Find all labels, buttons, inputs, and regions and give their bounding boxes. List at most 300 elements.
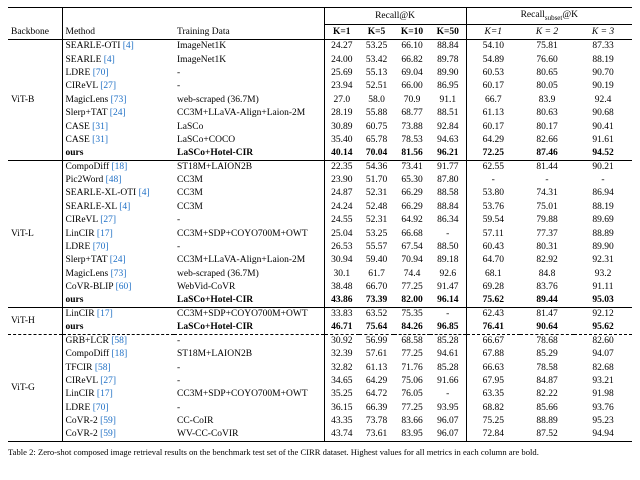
metric-value: 62.55 (466, 160, 520, 173)
metric-value: 75.25 (482, 416, 504, 427)
method-name: SEARLE-OTI (65, 41, 121, 52)
training-data-cell: web-scraped (36.7M) (174, 267, 324, 280)
method-cell (62, 388, 174, 401)
metric-value: 77.37 (536, 228, 558, 239)
citation-link[interactable]: [70] (90, 242, 109, 253)
method-name: LinCIR (65, 389, 95, 400)
col-header-subset-k3: K = 3 (574, 25, 632, 40)
training-data-cell: - (174, 334, 324, 347)
table-row (8, 347, 632, 360)
metric-value: 58.0 (368, 94, 385, 105)
metric-value: 73.78 (365, 416, 388, 427)
metric-value: 24.27 (324, 40, 359, 53)
training-data-cell: CC3M+SDP+COYO700M+OWT (174, 388, 324, 401)
metric-value: - (430, 227, 466, 240)
metric-value: 64.29 (365, 375, 388, 386)
table-row (8, 66, 632, 79)
table-row (8, 428, 632, 441)
metric-value: 93.76 (592, 402, 614, 413)
training-data-cell: LaSCo (174, 120, 324, 133)
citation-link[interactable]: [18] (109, 349, 128, 360)
metric-value: 88.50 (430, 240, 466, 253)
metric-value: 59.54 (482, 215, 504, 226)
col-header-k5: K=5 (359, 25, 394, 40)
citation-link[interactable]: [70] (90, 402, 109, 413)
method-name: SEARLE-XL (65, 201, 117, 212)
method-cell (62, 414, 174, 427)
method-name: TFCIR (65, 362, 93, 373)
metric-value: 95.62 (592, 322, 614, 333)
metric-value: 23.90 (331, 175, 353, 186)
metric-value: 91.1 (430, 93, 466, 106)
metric-value: 64.29 (482, 134, 504, 145)
metric-value: 66.70 (365, 282, 388, 293)
training-data-cell: ST18M+LAION2B (174, 347, 324, 360)
metric-value: 75.64 (365, 322, 388, 333)
method-name: LDRE (65, 242, 91, 253)
backbone-label: ViT-B (8, 40, 62, 161)
metric-value: 88.19 (592, 54, 614, 65)
metric-value: 54.10 (466, 40, 520, 53)
citation-link[interactable]: [27] (97, 215, 117, 226)
method-cell (62, 147, 174, 160)
method-name: ours (65, 295, 84, 306)
training-data-cell: CC3M (174, 173, 324, 186)
metric-value: 60.17 (482, 81, 504, 92)
metric-value: 88.89 (592, 228, 614, 239)
metric-value: 27.0 (333, 94, 351, 105)
metric-value: 61.7 (368, 268, 385, 279)
metric-value: 91.47 (430, 281, 466, 294)
metric-value: 32.82 (331, 362, 353, 373)
metric-value: 80.05 (536, 81, 558, 92)
method-cell (62, 347, 174, 360)
training-data-cell: - (174, 240, 324, 253)
metric-value: 53.25 (359, 40, 394, 53)
training-data-cell: - (174, 374, 324, 387)
method-cell (62, 187, 174, 200)
metric-value: 35.40 (331, 134, 353, 145)
metric-value: 56.99 (359, 334, 394, 347)
citation-link[interactable]: [73] (108, 94, 127, 105)
metric-value: 88.19 (592, 201, 614, 212)
metric-value: 93.2 (594, 268, 612, 279)
metric-value: 64.70 (482, 255, 504, 266)
training-data-cell: CC-CoIR (174, 414, 324, 427)
table-row (8, 294, 632, 307)
table-row (8, 240, 632, 253)
metric-value: 24.00 (331, 54, 353, 65)
metric-value: 82.22 (536, 389, 558, 400)
metric-value: 64.72 (365, 389, 388, 400)
metric-value: 94.07 (592, 349, 614, 360)
training-data-cell: web-scraped (36.7M) (174, 93, 324, 106)
metric-value: 63.35 (482, 389, 504, 400)
metric-value: 86.94 (592, 188, 614, 199)
table-row (8, 281, 632, 294)
citation-link[interactable]: [31] (89, 134, 108, 145)
citation-link[interactable]: [17] (94, 309, 113, 320)
training-data-cell: ImageNet1K (174, 40, 324, 53)
metric-value: 55.88 (365, 108, 388, 119)
metric-value: 78.53 (401, 134, 423, 145)
citation-link[interactable]: [27] (97, 81, 117, 92)
metric-value: 70.04 (365, 148, 388, 159)
backbone-label: ViT-L (8, 160, 62, 307)
metric-value: 28.19 (331, 108, 353, 119)
method-cell (62, 281, 174, 294)
training-data-cell: - (174, 80, 324, 93)
table-row (8, 214, 632, 227)
metric-value: 66.39 (365, 402, 388, 413)
method-cell (62, 428, 174, 441)
metric-value: 87.46 (536, 148, 558, 159)
metric-value: 69.28 (482, 282, 504, 293)
metric-value: 95.03 (592, 295, 614, 306)
metric-value: 94.52 (592, 148, 614, 159)
table-row (8, 200, 632, 213)
metric-value: 36.15 (331, 402, 353, 413)
method-cell (62, 173, 174, 186)
citation-link[interactable]: [4] (101, 54, 115, 65)
metric-value: 30.89 (331, 121, 353, 132)
method-cell (62, 401, 174, 414)
citation-link[interactable]: [60] (113, 282, 132, 293)
training-data-cell: - (174, 361, 324, 374)
metric-value: 40.14 (331, 148, 353, 159)
citation-link[interactable]: [73] (108, 268, 127, 279)
table-row (8, 388, 632, 401)
metric-value: 60.17 (482, 121, 504, 132)
table-row (8, 401, 632, 414)
method-cell (62, 133, 174, 146)
metric-value: 60.53 (482, 67, 504, 78)
metric-value: 82.92 (536, 255, 558, 266)
table-body (8, 40, 632, 442)
table-row (8, 414, 632, 427)
citation-link[interactable]: [4] (120, 41, 134, 52)
table-row (8, 106, 632, 119)
citation-link[interactable]: [24] (107, 255, 126, 266)
metric-value: 76.05 (401, 389, 423, 400)
metric-value: 87.52 (536, 429, 558, 440)
table-row (8, 173, 632, 186)
metric-value: 66.00 (401, 81, 423, 92)
training-data-cell: LaSCo+COCO (174, 133, 324, 146)
metric-value: 70.94 (401, 255, 423, 266)
table-row (8, 254, 632, 267)
metric-value: 81.44 (520, 160, 574, 173)
method-name: CompoDiff (65, 349, 110, 360)
method-name: LDRE (65, 402, 91, 413)
metric-value: 74.4 (403, 268, 421, 279)
metric-value: 77.25 (401, 402, 423, 413)
method-name: LinCIR (65, 228, 95, 239)
metric-value: 25.04 (331, 228, 353, 239)
training-data-cell: - (174, 214, 324, 227)
metric-value: 30.92 (324, 334, 359, 347)
training-data-cell: - (174, 401, 324, 414)
metric-value: 90.68 (592, 108, 614, 119)
method-cell (62, 80, 174, 93)
metric-value: 57.61 (365, 349, 388, 360)
method-cell (62, 307, 174, 320)
metric-value: 22.35 (324, 160, 359, 173)
metric-value: 95.23 (592, 416, 614, 427)
method-name: SEARLE-XL-OTI (65, 188, 137, 199)
table-row (8, 334, 632, 347)
metric-value: 89.78 (430, 53, 466, 66)
metric-value: 89.90 (592, 242, 614, 253)
metric-value: 62.43 (466, 307, 520, 320)
table-row (8, 160, 632, 173)
metric-value: 73.39 (365, 295, 388, 306)
citation-link[interactable]: [27] (97, 375, 117, 386)
metric-value: 76.41 (482, 322, 504, 333)
table-caption: Table 2: Zero-shot composed image retrieval results on the benchmark test set of the CIRR dataset. Highest values for all metrics in each column are bold. (8, 446, 539, 457)
method-name: Pic2Word (65, 175, 104, 186)
metric-value: - (430, 307, 466, 320)
metric-value: 24.55 (331, 215, 353, 226)
metric-value: 72.84 (482, 429, 504, 440)
method-cell (62, 294, 174, 307)
col-header-subset-k1: K=1 (466, 25, 520, 40)
table-row (8, 321, 632, 334)
metric-value: 83.66 (401, 416, 423, 427)
metric-value: 92.4 (594, 94, 612, 105)
method-name: CIReVL (65, 81, 98, 92)
metric-value: 91.77 (430, 160, 466, 173)
citation-link[interactable]: [4] (116, 201, 131, 212)
method-cell (62, 160, 174, 173)
metric-value: 82.66 (536, 134, 558, 145)
metric-value: 65.30 (401, 175, 423, 186)
method-name: MagicLens (65, 268, 109, 279)
metric-value: 66.63 (482, 362, 504, 373)
metric-value: 25.69 (331, 67, 353, 78)
method-cell (62, 254, 174, 267)
citation-link[interactable]: [24] (107, 108, 126, 119)
metric-value: 26.53 (331, 242, 353, 253)
metric-value: 90.19 (592, 81, 614, 92)
metric-value: 66.29 (401, 201, 423, 212)
citation-link[interactable]: [17] (94, 228, 113, 239)
method-name: ours (65, 148, 84, 159)
metric-value: 66.10 (394, 40, 430, 53)
metric-value: 53.80 (482, 188, 504, 199)
metric-value: 96.85 (430, 321, 466, 334)
empty-header-cell (8, 8, 62, 25)
metric-value: 78.68 (520, 334, 574, 347)
metric-value: 77.25 (401, 349, 423, 360)
citation-link[interactable]: [18] (109, 161, 128, 172)
method-cell (62, 120, 174, 133)
metric-value: 52.51 (365, 81, 388, 92)
method-cell (62, 106, 174, 119)
metric-value: 66.67 (466, 334, 520, 347)
method-cell (62, 361, 174, 374)
metric-value: 92.6 (430, 267, 466, 280)
metric-value: 75.81 (520, 40, 574, 53)
metric-value: 60.75 (365, 121, 388, 132)
metric-value: 83.9 (538, 94, 556, 105)
training-data-cell: - (174, 66, 324, 79)
citation-link[interactable]: [48] (103, 175, 122, 186)
metric-value: 43.86 (331, 295, 353, 306)
metric-value: 55.13 (365, 67, 388, 78)
citation-link[interactable]: [17] (94, 389, 113, 400)
method-name: ours (65, 322, 84, 333)
metric-value: 32.39 (331, 349, 353, 360)
citation-link[interactable]: [58] (108, 336, 128, 347)
table-row (8, 133, 632, 146)
metric-value: 80.17 (536, 121, 558, 132)
table-header (8, 8, 632, 40)
table-row (8, 361, 632, 374)
metric-value: 33.83 (324, 307, 359, 320)
method-name: CIReVL (65, 215, 98, 226)
col-header-method: Method (62, 25, 174, 40)
metric-value: 34.65 (331, 375, 353, 386)
training-data-cell: LaSCo+Hotel-CIR (174, 294, 324, 307)
recall-group-label: Recall@K (375, 11, 415, 21)
metric-value: 24.24 (331, 201, 353, 212)
method-name: CIReVL (65, 375, 98, 386)
metric-value: 92.12 (574, 307, 632, 320)
method-name: SEARLE (65, 54, 102, 65)
method-cell (62, 374, 174, 387)
metric-value: 96.07 (430, 414, 466, 427)
metric-value: 69.04 (401, 67, 423, 78)
results-table (8, 7, 632, 442)
method-cell (62, 214, 174, 227)
method-cell (62, 240, 174, 253)
metric-value: 94.61 (430, 347, 466, 360)
method-name: LDRE (65, 67, 91, 78)
backbone-label: ViT-G (8, 334, 62, 441)
method-cell (62, 200, 174, 213)
metric-value: 67.88 (482, 349, 504, 360)
metric-value: 68.58 (394, 334, 430, 347)
training-data-cell: CC3M (174, 187, 324, 200)
citation-link[interactable]: [59] (97, 429, 116, 440)
citation-link[interactable]: [31] (89, 121, 108, 132)
metric-value: 91.61 (592, 134, 614, 145)
metric-value: 66.7 (484, 94, 502, 105)
method-name: Slerp+TAT (65, 108, 108, 119)
citation-link[interactable]: [4] (136, 188, 150, 199)
metric-value: 88.51 (430, 106, 466, 119)
metric-value: 73.88 (401, 121, 423, 132)
metric-value: 83.95 (401, 429, 423, 440)
metric-value: 66.29 (401, 188, 423, 199)
metric-value: 84.87 (536, 375, 558, 386)
metric-value: 85.28 (430, 334, 466, 347)
metric-value: 88.84 (430, 40, 466, 53)
metric-value: 72.25 (482, 148, 504, 159)
metric-value: 89.90 (430, 66, 466, 79)
metric-value: 93.95 (430, 401, 466, 414)
metric-value: 43.35 (331, 416, 353, 427)
metric-value: 75.06 (401, 375, 423, 386)
metric-value: 94.63 (430, 133, 466, 146)
table-row (8, 307, 632, 320)
metric-value: 92.84 (430, 120, 466, 133)
table-row (8, 40, 632, 53)
metric-value: 81.47 (520, 307, 574, 320)
method-name: CASE (65, 121, 90, 132)
group-header-row (8, 8, 632, 25)
metric-value: 84.26 (401, 322, 423, 333)
metric-value: 80.63 (536, 108, 558, 119)
citation-link[interactable]: [70] (90, 67, 109, 78)
method-cell (62, 93, 174, 106)
table-row (8, 120, 632, 133)
metric-value: 87.33 (574, 40, 632, 53)
metric-value: 61.13 (482, 108, 504, 119)
metric-value: 59.40 (365, 255, 388, 266)
metric-value: 82.60 (574, 334, 632, 347)
metric-value: 23.94 (331, 81, 353, 92)
training-data-cell: ImageNet1K (174, 53, 324, 66)
metric-value: 71.76 (401, 362, 423, 373)
citation-link[interactable]: [59] (97, 416, 116, 427)
training-data-cell: LaSCo+Hotel-CIR (174, 147, 324, 160)
col-header-k1: K=1 (324, 25, 359, 40)
method-name: MagicLens (65, 94, 109, 105)
metric-value: 52.48 (365, 201, 388, 212)
metric-value: 52.31 (365, 188, 388, 199)
metric-value: - (430, 388, 466, 401)
metric-value: 67.95 (482, 375, 504, 386)
citation-link[interactable]: [58] (92, 362, 111, 373)
metric-value: 24.87 (331, 188, 353, 199)
metric-value: 86.34 (430, 214, 466, 227)
method-cell (62, 66, 174, 79)
metric-value: 86.95 (430, 80, 466, 93)
metric-value: 79.88 (536, 215, 558, 226)
metric-value: 84.8 (538, 268, 556, 279)
metric-value: 90.70 (592, 67, 614, 78)
table-row (8, 187, 632, 200)
metric-value: 38.48 (331, 282, 353, 293)
training-data-cell: LaSCo+Hotel-CIR (174, 321, 324, 334)
table-row (8, 93, 632, 106)
metric-value: 53.25 (365, 228, 388, 239)
col-header-k10: K=10 (394, 25, 430, 40)
method-name: CompoDiff (65, 161, 110, 172)
metric-value: 65.78 (365, 134, 388, 145)
metric-value: 68.77 (401, 108, 423, 119)
training-data-cell: CC3M (174, 200, 324, 213)
method-cell (62, 53, 174, 66)
col-header-training-data: Training Data (174, 25, 324, 40)
metric-value: 54.89 (482, 54, 504, 65)
training-data-cell: CC3M+LLaVA-Align+Laion-2M (174, 254, 324, 267)
col-header-k50: K=50 (430, 25, 466, 40)
method-name: Slerp+TAT (65, 255, 108, 266)
metric-value: 66.68 (401, 228, 423, 239)
metric-value: 73.61 (365, 429, 388, 440)
training-data-cell: ST18M+LAION2B (174, 160, 324, 173)
metric-value: 93.21 (592, 375, 614, 386)
method-name: LinCIR (65, 309, 95, 320)
metric-value: 51.70 (365, 175, 388, 186)
metric-value: 85.29 (536, 349, 558, 360)
metric-value: 89.18 (430, 254, 466, 267)
metric-value: 96.07 (430, 428, 466, 441)
empty-header-cell (62, 8, 324, 25)
